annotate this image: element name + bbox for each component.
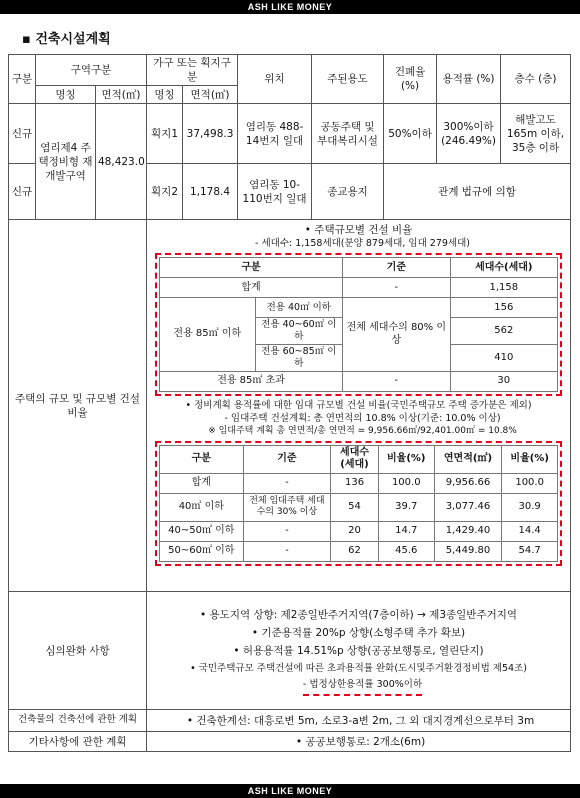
t1-group-label: 전용 85㎡ 이하 [160, 298, 256, 372]
plan-table-frame [8, 54, 570, 778]
relax-section-content [147, 592, 571, 710]
t2-row-cell: 5,449.80 [434, 541, 502, 561]
row2-note: 관계 법규에 의함 [384, 164, 571, 220]
scale-bullet-1: • 주택규모별 건설 비율 [304, 224, 413, 237]
header-zone-name: 명칭 [36, 86, 96, 104]
row2-use: 종교용지 [312, 164, 384, 220]
t2-total-cell: 136 [331, 473, 379, 493]
header-lot: 가구 또는 획지구분 [147, 55, 238, 86]
t2-row-cell: 14.4 [502, 521, 558, 541]
row1-type: 신규 [9, 104, 36, 164]
row1-far: 300%이하 (246.49%) [437, 104, 501, 164]
scale-bullet-2-sub2: ※ 임대주택 계획 총 연면적/총 연면적 = 9,956.66㎡/92,401.00㎡ = 10.8% [208, 426, 517, 437]
t2-row-cell: 54.7 [502, 541, 558, 561]
t2-total-cell: 9,956.66 [434, 473, 502, 493]
t1-head-gubun: 구분 [160, 258, 343, 278]
header-lot-name: 명칭 [147, 86, 183, 104]
legal-limit-far: - 법정상한용적률 300%이하 [303, 677, 422, 696]
t2-row-cell: 14.7 [378, 521, 434, 541]
t2-row-cell: 54 [331, 493, 379, 521]
row1-lot-name: 획지1 [147, 104, 183, 164]
header-location: 위치 [238, 55, 312, 104]
t2-row-cell: 3,077.46 [434, 493, 502, 521]
t1-last-label: 전용 85㎡ 초과 [160, 371, 343, 391]
relax-item: • 국민주택규모 주택건설에 따른 초과용적률 완화(도시및주거환경정비법 제54조) [190, 662, 527, 674]
t2-row-cell: 45.6 [378, 541, 434, 561]
rental-ratio-box [155, 441, 562, 566]
t2-head: 비율(%) [378, 445, 434, 473]
header-zone: 구역구분 [36, 55, 147, 86]
row1-lot-area: 37,498.3 [183, 104, 238, 164]
brand-bar-top: ASH LIKE MONEY [0, 0, 580, 14]
t2-row-cell: 62 [331, 541, 379, 561]
t1-total-value: 1,158 [450, 278, 557, 298]
t2-row-cell: 30.9 [502, 493, 558, 521]
scale-bullet-2-sub1: - 임대주택 건설계획: 총 연면적의 10.8% 이상(기준: 10.0% 이상) [224, 412, 501, 424]
relax-item: • 기준용적률 20%p 상향(소형주택 추가 확보) [251, 627, 466, 640]
t1-row-value: 562 [450, 318, 557, 345]
t2-row-cell: 50~60㎡ 이하 [160, 541, 244, 561]
t2-total-cell: - [243, 473, 331, 493]
t1-total-label: 합계 [160, 278, 343, 298]
header-far: 용적률 (%) [437, 55, 501, 104]
t2-head: 연면적(㎡) [434, 445, 502, 473]
t1-row-label: 전용 40㎡ 이하 [255, 298, 343, 318]
section-heading: ▪ 건축시설계획 [22, 32, 111, 47]
rental-ratio-table [159, 445, 558, 562]
t2-row-cell: 39.7 [378, 493, 434, 521]
building-plan-table [8, 54, 571, 752]
t2-row-cell: 20 [331, 521, 379, 541]
t1-row-label: 전용 40~60㎡ 이하 [255, 318, 343, 345]
t2-row-cell: 40㎡ 이하 [160, 493, 244, 521]
scale-section-label: 주택의 규모 및 규모별 건설비율 [9, 220, 147, 592]
other-label: 기타사항에 관한 계획 [9, 732, 147, 752]
t2-head: 기준 [243, 445, 331, 473]
header-gubun: 구분 [9, 55, 36, 104]
t1-row-value: 410 [450, 345, 557, 372]
header-lot-area: 면적(㎡) [183, 86, 238, 104]
row2-lot-name: 획지2 [147, 164, 183, 220]
row2-type: 신규 [9, 164, 36, 220]
row2-lot-area: 1,178.4 [183, 164, 238, 220]
brand-bar-bottom: ASH LIKE MONEY [0, 784, 580, 798]
building-line-text: • 건축한계선: 대흥로변 5m, 소로3-a변 2m, 그 외 대지경계선으로부터 3m [147, 710, 571, 732]
t1-last-criteria: - [343, 371, 450, 391]
t2-head: 세대수 (세대) [331, 445, 379, 473]
t1-head-criteria: 기준 [343, 258, 450, 278]
t2-total-cell: 합계 [160, 473, 244, 493]
zone-name: 염리제4 주택정비형 재개발구역 [36, 104, 96, 220]
t2-head: 비율(%) [502, 445, 558, 473]
header-floors: 층수 (층) [501, 55, 571, 104]
scale-section-content [147, 220, 571, 592]
t1-last-value: 30 [450, 371, 557, 391]
t2-row-cell: - [243, 541, 331, 561]
scale-bullet-1-sub: - 세대수: 1,158세대(분양 879세대, 임대 279세대) [255, 237, 470, 249]
t2-criteria: 전체 임대주택 세대수의 30% 이상 [243, 493, 331, 521]
row1-use: 공동주택 및 부대복리시설 [312, 104, 384, 164]
t1-row-label: 전용 60~85㎡ 이하 [255, 345, 343, 372]
t2-total-cell: 100.0 [378, 473, 434, 493]
t2-row-cell: - [243, 521, 331, 541]
header-zone-area: 면적(㎡) [96, 86, 147, 104]
t2-row-cell: 1,429.40 [434, 521, 502, 541]
t2-total-cell: 100.0 [502, 473, 558, 493]
t2-head: 구분 [160, 445, 244, 473]
relax-item: • 용도지역 상향: 제2종일반주거지역(7층이하) → 제3종일반주거지역 [200, 608, 518, 621]
other-text: • 공공보행통로: 2개소(6m) [147, 732, 571, 752]
scale-bullet-2: • 정비계획 용적률에 대한 임대 규모별 건설 비율(국민주택규모 주택 증가분은 제외) [185, 399, 532, 411]
header-use: 주된용도 [312, 55, 384, 104]
row1-location: 염리동 488-14번지 일대 [238, 104, 312, 164]
building-line-label: 건축물의 건축선에 관한 계획 [9, 710, 147, 732]
row2-location: 염리동 10-110번지 일대 [238, 164, 312, 220]
row1-bcr: 50%이하 [384, 104, 437, 164]
t2-row-cell: 40~50㎡ 이하 [160, 521, 244, 541]
zone-area: 48,423.0 [96, 104, 147, 220]
header-bcr: 건폐율 (%) [384, 55, 437, 104]
dwelling-ratio-box [155, 253, 562, 396]
relax-section-label: 심의완화 사항 [9, 592, 147, 710]
relax-item: • 허용용적률 14.51%p 상향(공공보행통로, 열린단지) [233, 645, 484, 658]
t1-total-criteria: - [343, 278, 450, 298]
dwelling-ratio-table [159, 257, 558, 392]
t1-head-units: 세대수(세대) [450, 258, 557, 278]
row1-floors: 해발고도 165m 이하, 35층 이하 [501, 104, 571, 164]
t1-criteria: 전체 세대수의 80% 이상 [343, 298, 450, 372]
t1-row-value: 156 [450, 298, 557, 318]
